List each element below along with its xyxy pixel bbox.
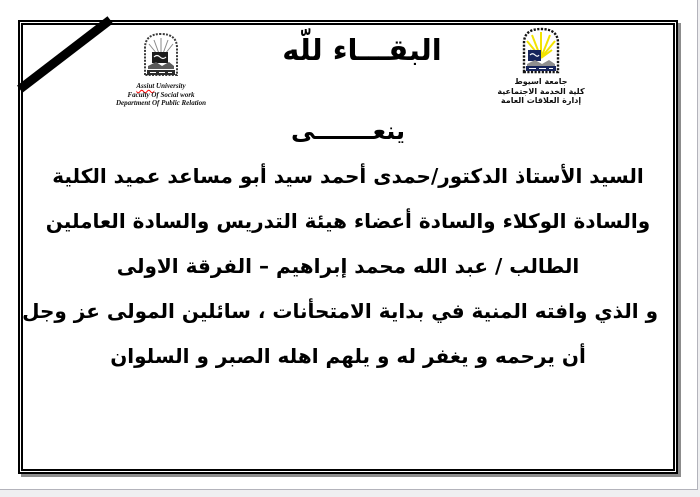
left-seal-caption-line1: Assiut University — [136, 82, 186, 90]
announce-word: ينعـــــــى — [290, 117, 406, 145]
right-seal-caption-line3: إدارة العلاقات العامة — [500, 96, 582, 105]
left-seal-caption-line2: Faculty Of Social work — [127, 90, 195, 99]
right-seal-caption — [471, 77, 611, 106]
right-seal-block — [471, 26, 611, 106]
notice-title: البقـــاء للّه — [282, 33, 442, 67]
left-seal-caption — [91, 82, 231, 108]
notice-body — [22, 108, 658, 379]
misspelled-word: Assiut — [136, 82, 155, 90]
assiut-university-seal-grayscale-icon — [91, 32, 231, 77]
condolence-line-1: و الذي وافته المنية في بداية الامتحأنات ، سائلين المولى عز وجل — [22, 299, 658, 323]
left-seal-block — [91, 32, 231, 108]
condolence-line-2: أن يرحمه و يغفر له و يلهم اهله الصبر و السلوان — [110, 344, 586, 368]
right-seal-caption-line1: جامعة اسيوط — [514, 77, 568, 86]
right-seal-caption-line2: كلية الخدمة الاجتماعية — [497, 86, 585, 96]
student-name-line: الطالب / عبد الله محمد إبراهيم – الفرقة الاولى — [116, 254, 580, 278]
left-seal-caption-line3: Department Of Public Relation — [115, 99, 207, 107]
assiut-university-seal-color-icon — [471, 26, 611, 74]
deceased-announcer-line: السيد الأستاذ الدكتور/حمدى أحمد سيد أبو مساعد عميد الكلية — [52, 164, 644, 188]
faculty-members-line: والسادة الوكلاء والسادة أعضاء هيئة التدريس والسادة العاملين — [45, 209, 651, 233]
